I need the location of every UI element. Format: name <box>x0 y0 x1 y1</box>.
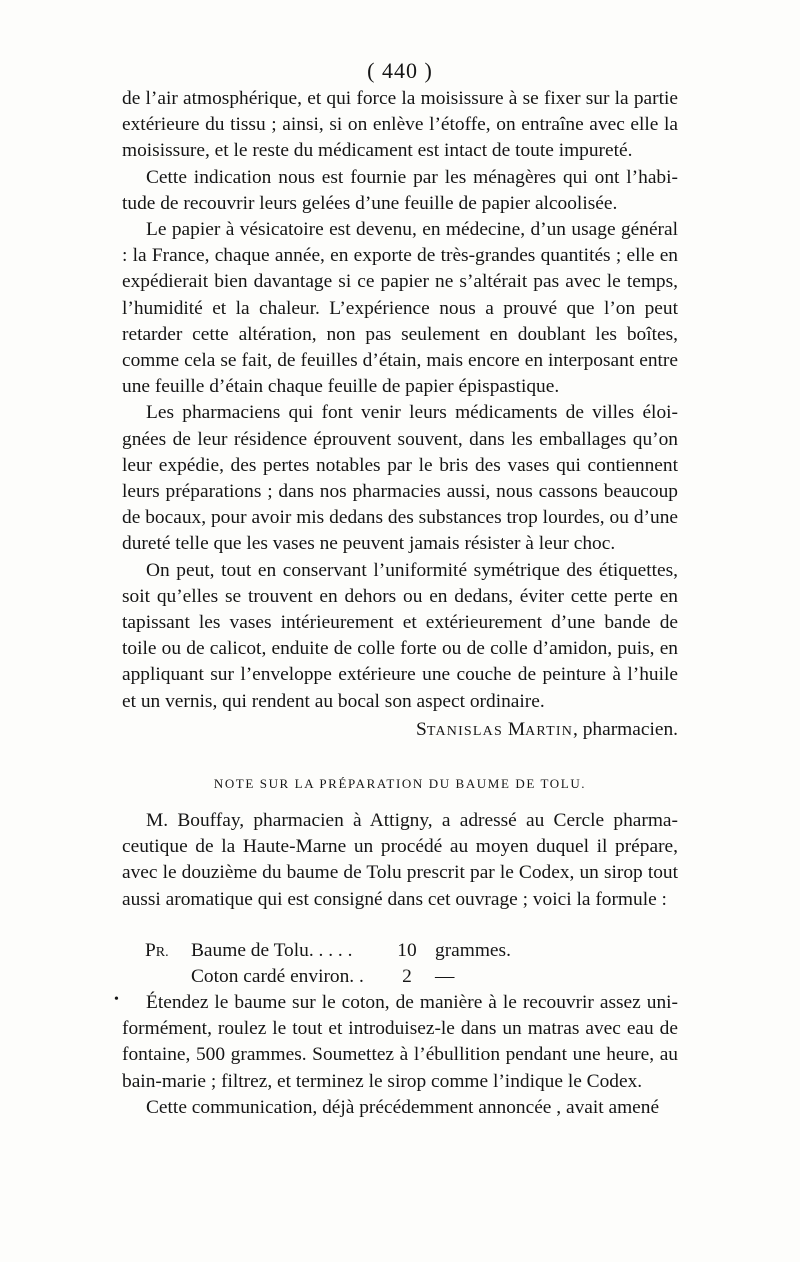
formula-unit: — <box>435 966 455 987</box>
formula-unit: grammes. <box>435 940 511 961</box>
paragraph-1: de l’air atmosphérique, et qui force la moisissure à se fixer sur la partie extérieure du tissu ; ainsi, si on enlève l’étoffe, on entraîne avec elle la moisissure, et le reste du médicament est intact de toute impureté. <box>122 88 678 162</box>
formula-qty: 10 <box>397 940 417 961</box>
paragraph-7: Cette communication, déjà précédemment annoncée , avait amené <box>146 1096 660 1118</box>
paragraph-2: Cette indication nous est fournie par les ménagères qui ont l’habitude de recouvrir leurs gelées d’une feuille de papier alcoolisée. <box>122 166 678 214</box>
text-block-bottom <box>122 990 678 1121</box>
section-title: NOTE SUR LA PRÉPARATION DU BAUME DE TOLU. <box>213 776 587 791</box>
author-signature: STANISLAS MARTIN, pharmacien. <box>416 719 678 740</box>
paragraph-5: On peut, tout en conservant l’uniformité symétrique des étiquettes, soit qu’elles se trouvent en dehors ou en dedans, éviter cette perte en tapissant les vases intérieurement et extérieurement d’une bande de toile ou de calicot, enduite de colle forte ou de colle d’amidon, puis, en appliquant sur l’enveloppe extérieure une couche de peinture à l’huile et un vernis, qui rendent au bocal son aspect ordinaire. <box>122 559 678 712</box>
formula-item: Coton cardé environ. . <box>191 966 364 987</box>
paragraph-3: Le papier à vésicatoire est devenu, en médecine, d’un usage général : la France, chaque année, en exporte de très-grandes quantités ; elle en expédierait bien davantage si ce papier ne s’altérait pas avec le temps, l’humidité et la chaleur. L’expérience nous a prouvé que l’on peut retarder cette altération, non pas seulement en doublant les boîtes, comme cela se fait, de feuilles d’étain, mais encore en interposant entre une feuille d’étain chaque feuille de papier épispastique. <box>122 219 678 398</box>
paragraph-4: Les pharmaciens qui font venir leurs médicaments de villes éloignées de leur résidence éprouvent souvent, dans les emballages qu’on leur expédie, des pertes notables par le bris des vases qui contiennent leurs préparations ; dans nos pharmacies aussi, nous cassons beaucoup de bocaux, pour avoir mis dedans des substances trop lourdes, ou d’une dureté telle que les vases ne peuvent jamais résister à leur choc. <box>122 402 678 555</box>
margin-mark: • <box>114 992 119 1007</box>
formula-qty: 2 <box>402 966 412 987</box>
text-block-top <box>122 86 678 715</box>
text-block-intro <box>122 808 678 913</box>
page-number: ( 440 ) <box>367 58 433 83</box>
formula-item: Baume de Tolu. . . . . <box>191 940 353 961</box>
formula-row-1 <box>145 940 511 962</box>
formula-prefix: PR. <box>145 940 169 961</box>
paragraph-6: Étendez le baume sur le coton, de manière à le recouvrir assez uniformément, roulez le tout et introduisez-le dans un matras avec eau de fontaine, 500 grammes. Soumettez à l’ébullition pendant une heure, au bain-marie ; filtrez, et terminez le sirop comme l’indique le Codex. <box>122 992 678 1092</box>
intro-paragraph: M. Bouffay, pharmacien à Attigny, a adressé au Cercle pharmaceutique de la Haute-Marne un procédé au moyen duquel il prépare, avec le douzième du baume de Tolu prescrit par le Codex, un sirop tout aussi aromatique qui est consigné dans cet ouvrage ; voici la formule : <box>122 810 678 910</box>
formula-row-2 <box>145 966 454 988</box>
